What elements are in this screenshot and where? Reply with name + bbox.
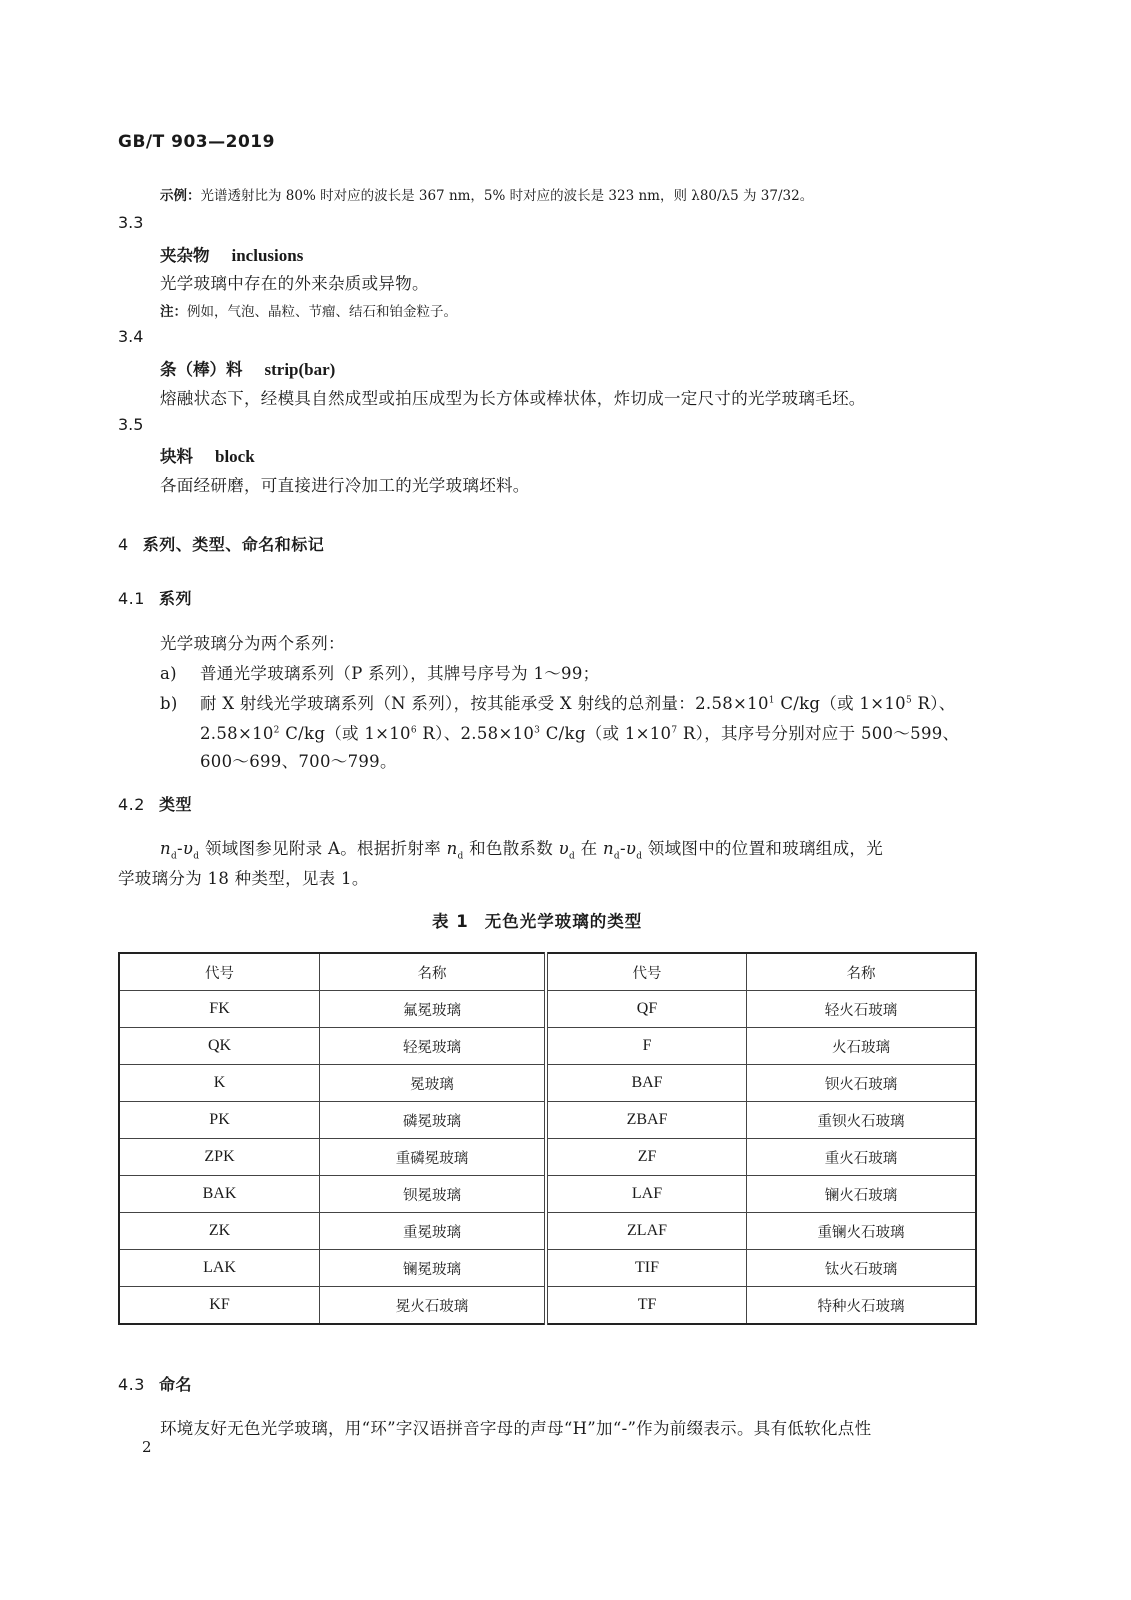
- glass-code-cell: F: [546, 1028, 747, 1065]
- list-text: 普通光学玻璃系列（P 系列），其牌号序号为 1～99；: [200, 664, 600, 683]
- list-item: [160, 660, 599, 684]
- list-label: a): [160, 664, 177, 683]
- glass-code-cell: PK: [119, 1102, 320, 1139]
- glass-code-cell: ZK: [119, 1213, 320, 1250]
- glass-code-cell: TF: [546, 1287, 747, 1325]
- glass-code-cell: KF: [119, 1287, 320, 1325]
- section-number: 4.2: [118, 795, 145, 814]
- subsection-heading: [118, 586, 192, 609]
- table-row: [119, 991, 976, 1028]
- table-row: [119, 1176, 976, 1213]
- example-tag: 示例：: [160, 188, 201, 204]
- glass-name-cell: 钡火石玻璃: [747, 1065, 976, 1102]
- glass-name-cell: 特种火石玻璃: [747, 1287, 976, 1325]
- glass-code-cell: ZPK: [119, 1139, 320, 1176]
- list-text: R）、2.58×10: [416, 724, 535, 743]
- glass-name-cell: 轻火石玻璃: [747, 991, 976, 1028]
- section-title: 命名: [158, 1375, 192, 1394]
- term-zh: 夹杂物: [160, 246, 210, 265]
- example-text: 光谱透射比为 80% 时对应的波长是 367 nm，5% 时对应的波长是 323 nm，则 λ80/λ5 为 37/32。: [200, 188, 814, 204]
- term-definition: 光学玻璃中存在的外来杂质或异物。: [160, 274, 429, 293]
- glass-name-cell: 钛火石玻璃: [747, 1250, 976, 1287]
- list-text: R）、: [911, 694, 956, 713]
- table-row: [119, 1028, 976, 1065]
- exponent: 7: [671, 725, 678, 736]
- column-header: 名称: [747, 953, 976, 991]
- term-number: 3.5: [118, 415, 144, 434]
- term-title: [160, 356, 335, 380]
- glass-code-cell: ZBAF: [546, 1102, 747, 1139]
- types-paragraph: $n_d-\upsilon_d$ 领域图参见附录 A。根据折射率 $n_d$ 和色散系数 $\upsilon_d$ 在 $n_d-\upsilon_d$ 领域图中的位置和玻璃组成，光: [160, 839, 883, 862]
- glass-types-table: [118, 952, 977, 1325]
- table-row: [119, 1065, 976, 1102]
- types-paragraph-line2: 学玻璃分为 18 种类型，见表 1。: [118, 869, 369, 888]
- symbol-nu: υ: [182, 839, 194, 858]
- note-tag: 注：: [160, 304, 187, 320]
- glass-name-cell: 冕火石玻璃: [320, 1287, 546, 1325]
- glass-name-cell: 镧火石玻璃: [747, 1176, 976, 1213]
- subscript-d: d: [636, 851, 643, 862]
- glass-code-cell: LAF: [546, 1176, 747, 1213]
- glass-code-cell: K: [119, 1065, 320, 1102]
- glass-code-cell: QF: [546, 991, 747, 1028]
- table-row: [119, 1213, 976, 1250]
- list-label: b): [160, 694, 178, 713]
- glass-code-cell: BAK: [119, 1176, 320, 1213]
- glass-code-cell: QK: [119, 1028, 320, 1065]
- exponent: 3: [534, 725, 541, 736]
- exponent: 2: [273, 725, 280, 736]
- document-header: GB/T 903—2019: [118, 132, 275, 152]
- table-title: 无色光学玻璃的类型: [484, 912, 643, 931]
- glass-name-cell: 氟冕玻璃: [320, 991, 546, 1028]
- exponent: 6: [410, 725, 417, 736]
- column-header: 代号: [546, 953, 747, 991]
- paragraph-text: 领域图参见附录 A。根据折射率: [199, 839, 447, 858]
- example-paragraph: [160, 184, 813, 204]
- term-zh: 块料: [160, 447, 193, 466]
- symbol-n: n: [446, 839, 458, 858]
- section-heading: [118, 532, 324, 555]
- subscript-d: d: [613, 851, 620, 862]
- term-title: [160, 443, 255, 467]
- paragraph-text: 和色散系数: [463, 839, 559, 858]
- list-text: C/kg（或 1×10: [540, 724, 672, 743]
- list-item: [160, 690, 956, 714]
- subsection-heading: [118, 792, 192, 815]
- list-text: C/kg（或 1×10: [279, 724, 411, 743]
- term-number: 3.4: [118, 327, 144, 346]
- symbol-n: n: [160, 839, 171, 858]
- glass-name-cell: 重钡火石玻璃: [747, 1102, 976, 1139]
- paragraph-text: 领域图中的位置和玻璃组成，光: [642, 839, 883, 858]
- term-definition: 熔融状态下，经模具自然成型或拍压成型为长方体或棒状体，炸切成一定尺寸的光学玻璃毛坯。: [160, 389, 866, 408]
- term-en: inclusions: [231, 246, 304, 265]
- table-caption: [432, 908, 642, 932]
- glass-code-cell: TIF: [546, 1250, 747, 1287]
- glass-code-cell: ZLAF: [546, 1213, 747, 1250]
- section-title: 系列、类型、命名和标记: [142, 535, 325, 554]
- paragraph-text: 在: [575, 839, 603, 858]
- column-header: 名称: [320, 953, 546, 991]
- glass-name-cell: 火石玻璃: [747, 1028, 976, 1065]
- glass-name-cell: 钡冕玻璃: [320, 1176, 546, 1213]
- list-item-continued: [200, 720, 959, 744]
- term-note: [160, 300, 457, 320]
- table-row: [119, 1287, 976, 1325]
- naming-paragraph: 环境友好无色光学玻璃，用“环”字汉语拼音字母的声母“H”加“-”作为前缀表示。具有低软化点性: [160, 1419, 872, 1438]
- glass-code-cell: BAF: [546, 1065, 747, 1102]
- section-number: 4.1: [118, 589, 145, 608]
- exponent: 1: [768, 695, 775, 706]
- glass-name-cell: 重磷冕玻璃: [320, 1139, 546, 1176]
- subscript-d: d: [170, 851, 177, 862]
- table-row: [119, 1139, 976, 1176]
- exponent: 5: [905, 695, 912, 706]
- term-en: block: [215, 447, 255, 466]
- symbol-nu: υ: [625, 839, 637, 858]
- table-row: [119, 1102, 976, 1139]
- term-zh: 条（棒）料: [160, 360, 243, 379]
- symbol-nu: υ: [558, 839, 569, 858]
- subscript-d: d: [569, 851, 576, 862]
- glass-name-cell: 磷冕玻璃: [320, 1102, 546, 1139]
- table-number: 表 1: [432, 912, 469, 931]
- section-number: 4: [118, 535, 129, 554]
- term-definition: 各面经研磨，可直接进行冷加工的光学玻璃坯料。: [160, 476, 530, 495]
- glass-name-cell: 镧冕玻璃: [320, 1250, 546, 1287]
- glass-name-cell: 重火石玻璃: [747, 1139, 976, 1176]
- glass-name-cell: 重镧火石玻璃: [747, 1213, 976, 1250]
- section-title: 系列: [158, 589, 192, 608]
- section-title: 类型: [158, 795, 192, 814]
- glass-code-cell: LAK: [119, 1250, 320, 1287]
- glass-code-cell: ZF: [546, 1139, 747, 1176]
- glass-code-cell: FK: [119, 991, 320, 1028]
- list-text: R），其序号分别对应于 500～599、: [677, 724, 960, 743]
- section-number: 4.3: [118, 1375, 145, 1394]
- table-header-row: [119, 953, 976, 991]
- page-number: 2: [142, 1438, 152, 1456]
- symbol-n: n: [602, 839, 614, 858]
- subsection-heading: [118, 1372, 192, 1395]
- term-title: [160, 242, 303, 266]
- series-intro: 光学玻璃分为两个系列：: [160, 634, 345, 653]
- glass-name-cell: 重冕玻璃: [320, 1213, 546, 1250]
- list-item-continued: 600～699、700～799。: [200, 752, 397, 771]
- note-text: 例如，气泡、晶粒、节瘤、结石和铂金粒子。: [187, 304, 457, 320]
- column-header: 代号: [119, 953, 320, 991]
- list-text: 耐 X 射线光学玻璃系列（N 系列），按其能承受 X 射线的总剂量：2.58×10: [200, 694, 769, 713]
- list-text: 2.58×10: [200, 724, 274, 743]
- table-row: [119, 1250, 976, 1287]
- list-text: C/kg（或 1×10: [774, 694, 906, 713]
- term-number: 3.3: [118, 213, 144, 232]
- subscript-d: d: [193, 851, 200, 862]
- glass-name-cell: 冕玻璃: [320, 1065, 546, 1102]
- glass-name-cell: 轻冕玻璃: [320, 1028, 546, 1065]
- term-en: strip(bar): [264, 360, 336, 379]
- subscript-d: d: [457, 851, 464, 862]
